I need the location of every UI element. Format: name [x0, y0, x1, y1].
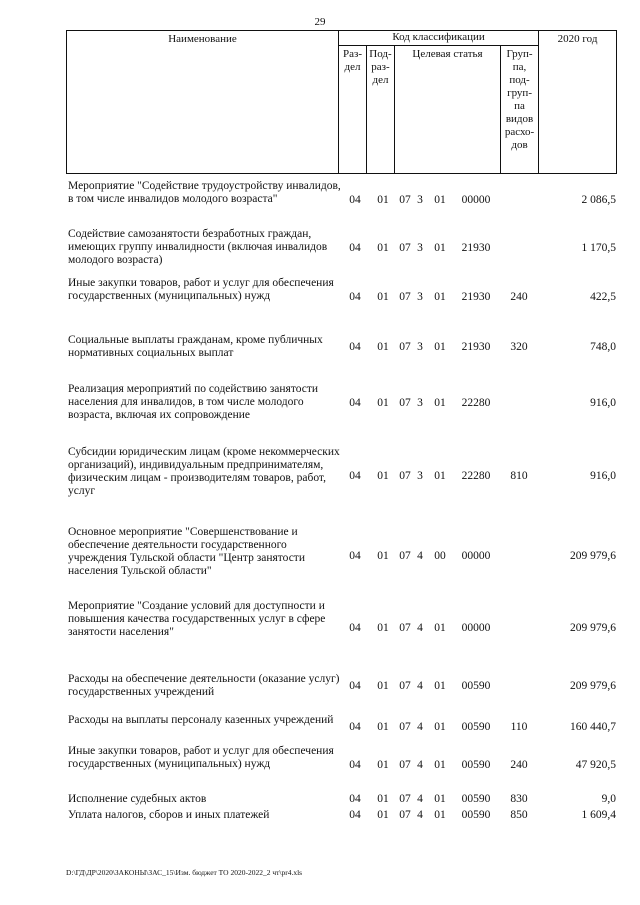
- row-code-d: 00590: [461, 721, 491, 733]
- row-code-c: 01: [434, 622, 446, 634]
- row-podrazdel: 01: [377, 793, 389, 805]
- row-group: 240: [510, 759, 528, 771]
- row-code-a: 07: [399, 793, 411, 805]
- row-code-a: 07: [399, 242, 411, 254]
- row-name: Мероприятие "Создание условий для доступности и повышения качества государственных услуг в сфере занятости населения": [68, 600, 326, 638]
- row-code-d: 21930: [461, 341, 491, 353]
- row-podrazdel: 01: [377, 242, 389, 254]
- row-code-a: 07: [399, 622, 411, 634]
- row-code-a: 07: [399, 397, 411, 409]
- row-name: Расходы на обеспечение деятельности (оказание услуг) государственных учреждений: [68, 673, 340, 698]
- row-name: Реализация мероприятий по содействию занятости населения для инвалидов, в том числе молодого возраста, включая их сопровождение: [68, 383, 319, 421]
- header-name: Наименование: [67, 31, 339, 174]
- row-code-c: 01: [434, 680, 446, 692]
- row-code-c: 01: [434, 242, 446, 254]
- row-amount: 748,0: [590, 341, 616, 353]
- row-code-c: 00: [434, 550, 446, 562]
- row-amount: 916,0: [590, 397, 616, 409]
- row-razdel: 04: [349, 194, 361, 206]
- row-code-c: 01: [434, 793, 446, 805]
- header-razdel: Раз- дел: [339, 46, 367, 174]
- row-amount: 422,5: [590, 291, 616, 303]
- row-podrazdel: 01: [377, 194, 389, 206]
- row-amount: 209 979,6: [570, 622, 616, 634]
- row-amount: 1 609,4: [581, 809, 616, 821]
- row-code-b: 3: [417, 470, 423, 482]
- row-amount: 47 920,5: [575, 759, 616, 771]
- row-group: 320: [510, 341, 528, 353]
- row-code-b: 4: [417, 759, 423, 771]
- row-amount: 916,0: [590, 470, 616, 482]
- row-name: Иные закупки товаров, работ и услуг для обеспечения государственных (муниципальных) нужд: [68, 745, 334, 770]
- row-code-a: 07: [399, 721, 411, 733]
- row-code-c: 01: [434, 809, 446, 821]
- header-target: Целевая статья: [395, 46, 501, 174]
- row-code-d: 00590: [461, 793, 491, 805]
- row-code-d: 22280: [461, 470, 491, 482]
- row-group: 240: [510, 291, 528, 303]
- row-podrazdel: 01: [377, 721, 389, 733]
- row-code-d: 00590: [461, 680, 491, 692]
- row-code-d: 00590: [461, 809, 491, 821]
- row-code-b: 4: [417, 622, 423, 634]
- row-code-b: 3: [417, 397, 423, 409]
- row-code-d: 00000: [461, 622, 491, 634]
- row-razdel: 04: [349, 242, 361, 254]
- row-razdel: 04: [349, 721, 361, 733]
- row-code-b: 4: [417, 721, 423, 733]
- row-name: Исполнение судебных актов: [68, 793, 207, 805]
- row-code-b: 3: [417, 341, 423, 353]
- row-razdel: 04: [349, 291, 361, 303]
- row-code-d: 21930: [461, 291, 491, 303]
- row-name: Социальные выплаты гражданам, кроме публичных нормативных социальных выплат: [68, 334, 323, 359]
- row-code-a: 07: [399, 680, 411, 692]
- row-code-b: 4: [417, 809, 423, 821]
- row-podrazdel: 01: [377, 341, 389, 353]
- row-group: 810: [510, 470, 528, 482]
- row-group: 830: [510, 793, 528, 805]
- row-code-c: 01: [434, 397, 446, 409]
- row-code-c: 01: [434, 341, 446, 353]
- row-group: 850: [510, 809, 528, 821]
- header-group: Груп- па, под- груп- па видов расхо- дов: [501, 46, 539, 174]
- row-code-c: 01: [434, 470, 446, 482]
- row-code-d: 21930: [461, 242, 491, 254]
- row-code-c: 01: [434, 291, 446, 303]
- row-razdel: 04: [349, 809, 361, 821]
- row-code-b: 3: [417, 291, 423, 303]
- row-code-a: 07: [399, 291, 411, 303]
- row-code-c: 01: [434, 194, 446, 206]
- row-code-d: 00000: [461, 194, 491, 206]
- row-podrazdel: 01: [377, 680, 389, 692]
- row-amount: 1 170,5: [581, 242, 616, 254]
- row-podrazdel: 01: [377, 291, 389, 303]
- header-classification: Код классификации: [339, 31, 539, 46]
- row-code-a: 07: [399, 341, 411, 353]
- row-razdel: 04: [349, 341, 361, 353]
- row-code-d: 22280: [461, 397, 491, 409]
- row-razdel: 04: [349, 680, 361, 692]
- row-podrazdel: 01: [377, 759, 389, 771]
- row-razdel: 04: [349, 397, 361, 409]
- row-podrazdel: 01: [377, 622, 389, 634]
- row-razdel: 04: [349, 793, 361, 805]
- row-code-a: 07: [399, 759, 411, 771]
- row-code-a: 07: [399, 809, 411, 821]
- header-podrazdel: Под- раз- дел: [367, 46, 395, 174]
- row-podrazdel: 01: [377, 809, 389, 821]
- row-name: Иные закупки товаров, работ и услуг для обеспечения государственных (муниципальных) нужд: [68, 277, 334, 302]
- row-name: Субсидии юридическим лицам (кроме некоммерческих организаций), индивидуальным предпринимателям, физическим лицам - производителям товаров, работ, услуг: [68, 446, 340, 497]
- file-path-footer: D:\ГД\ДР\2020\ЗАКОНЫ\ЗАС_15\Изм. бюджет ТО 2020-2022_2 чт\pr4.xls: [66, 868, 303, 877]
- row-code-d: 00000: [461, 550, 491, 562]
- row-code-c: 01: [434, 759, 446, 771]
- row-code-b: 3: [417, 194, 423, 206]
- row-razdel: 04: [349, 470, 361, 482]
- row-amount: 209 979,6: [570, 680, 616, 692]
- row-name: Основное мероприятие "Совершенствование и обеспечение деятельности государственного учреждения Тульской области "Центр занятости населения Тульской области": [68, 526, 305, 577]
- row-podrazdel: 01: [377, 397, 389, 409]
- row-podrazdel: 01: [377, 470, 389, 482]
- header-year: 2020 год: [539, 31, 617, 174]
- row-code-b: 3: [417, 242, 423, 254]
- row-amount: 9,0: [601, 793, 616, 805]
- row-razdel: 04: [349, 622, 361, 634]
- row-name: Уплата налогов, сборов и иных платежей: [68, 809, 270, 821]
- row-code-c: 01: [434, 721, 446, 733]
- row-amount: 209 979,6: [570, 550, 616, 562]
- row-code-a: 07: [399, 550, 411, 562]
- row-razdel: 04: [349, 550, 361, 562]
- row-name: Расходы на выплаты персоналу казенных учреждений: [68, 714, 334, 726]
- row-code-b: 4: [417, 793, 423, 805]
- row-amount: 2 086,5: [581, 194, 616, 206]
- row-code-a: 07: [399, 470, 411, 482]
- page-number: 29: [314, 16, 326, 28]
- row-group: 110: [510, 721, 528, 733]
- row-name: Мероприятие "Содействие трудоустройству инвалидов, в том числе инвалидов молодого возраста": [68, 180, 341, 205]
- row-razdel: 04: [349, 759, 361, 771]
- row-code-b: 4: [417, 680, 423, 692]
- row-code-d: 00590: [461, 759, 491, 771]
- row-name: Содействие самозанятости безработных граждан, имеющих группу инвалидности (включая инвалидов молодого возраста): [68, 228, 328, 266]
- row-amount: 160 440,7: [570, 721, 616, 733]
- row-code-b: 4: [417, 550, 423, 562]
- row-podrazdel: 01: [377, 550, 389, 562]
- row-code-a: 07: [399, 194, 411, 206]
